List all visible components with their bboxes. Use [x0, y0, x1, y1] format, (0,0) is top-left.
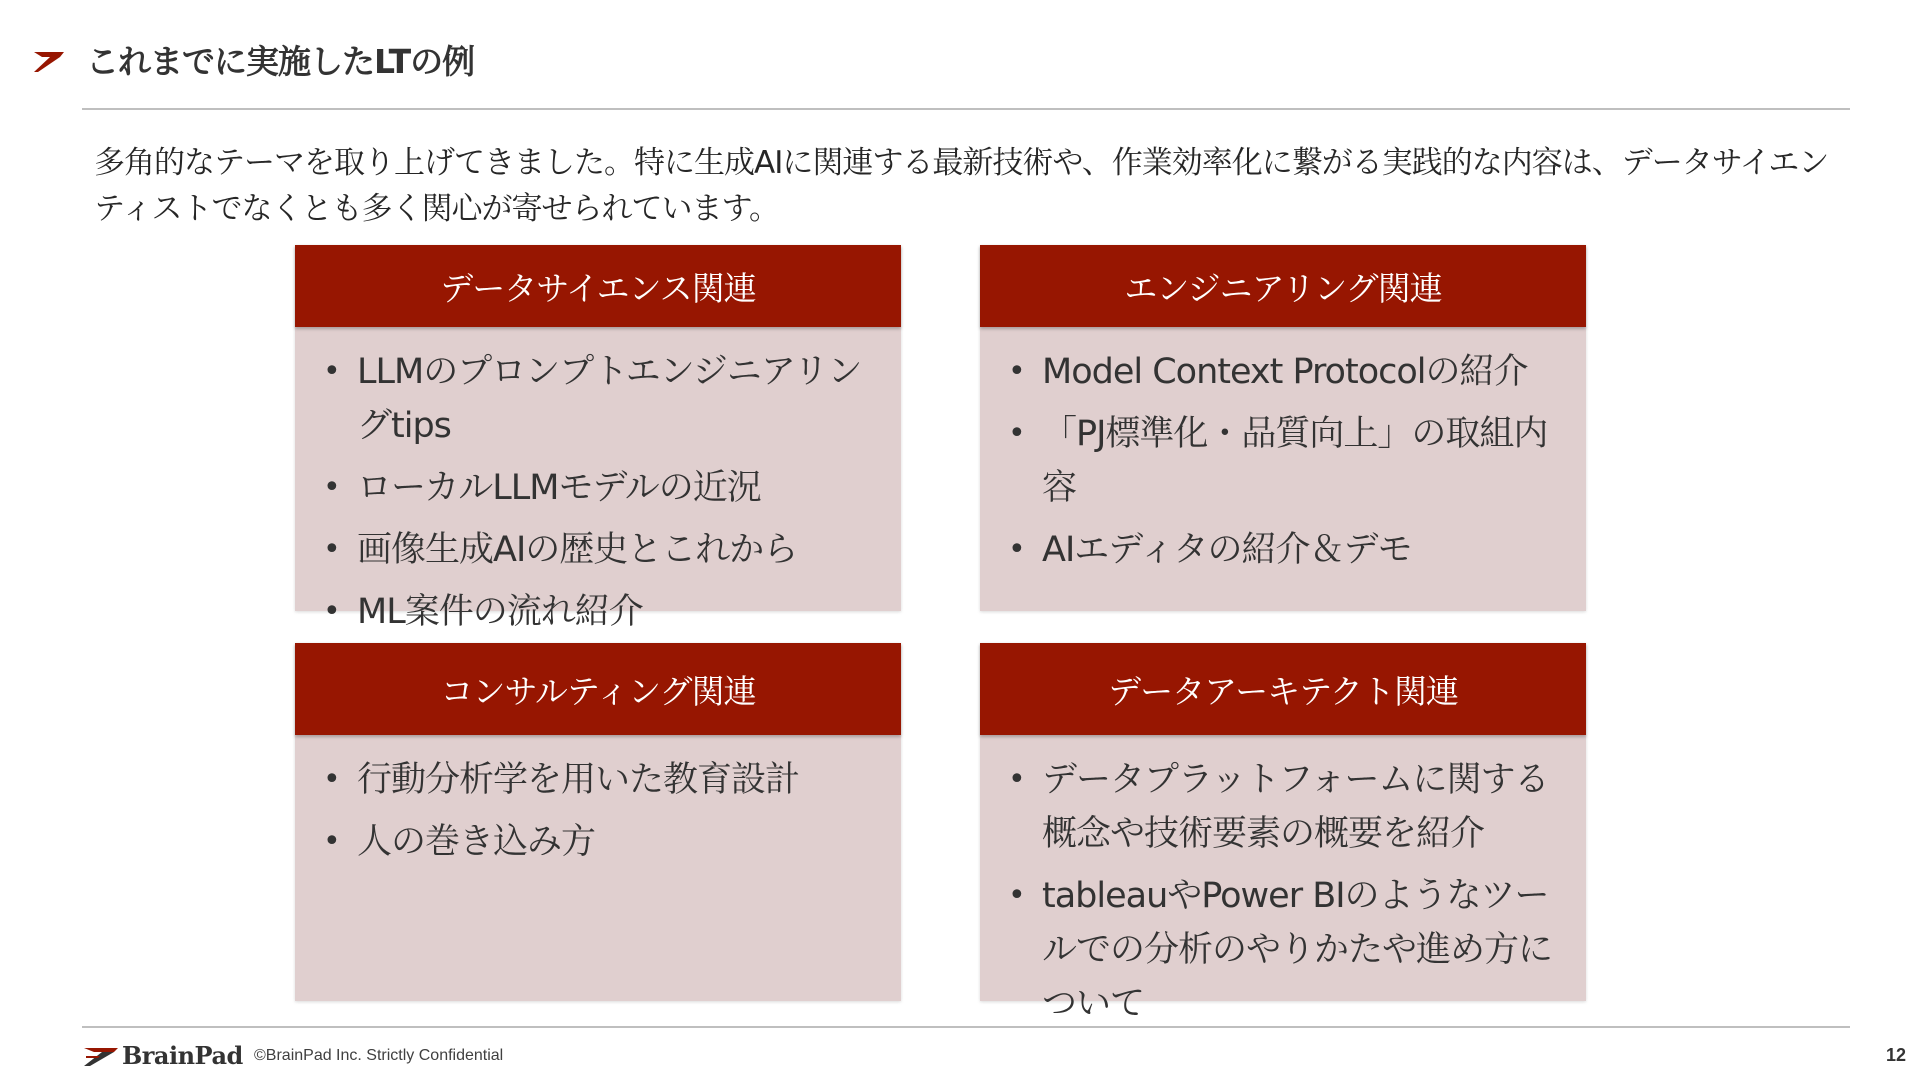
list-item: • データプラットフォームに関する概念や技術要素の概要を紹介 [1000, 753, 1568, 861]
card-title: データアーキテクト関連 [980, 643, 1586, 735]
bullet: • [1008, 354, 1025, 389]
list-item: • ローカルLLMモデルの近況 [315, 461, 883, 515]
card-list [1000, 345, 1568, 577]
bullet: • [323, 824, 340, 859]
bullet: • [323, 762, 340, 797]
bullet: • [323, 354, 340, 389]
list-item: • 行動分析学を用いた教育設計 [315, 753, 883, 807]
bullet: • [323, 532, 340, 567]
card-title: コンサルティング関連 [295, 643, 901, 735]
page-title: これまでに実施したLTの例 [86, 42, 475, 81]
bullet: • [1008, 416, 1025, 451]
brainpad-logo-icon [82, 1042, 120, 1068]
card-title: データサイエンス関連 [295, 245, 901, 327]
bullet: • [323, 594, 340, 629]
bullet: • [1008, 878, 1025, 913]
brainpad-slash-icon [30, 46, 66, 74]
logo-text: BrainPad [122, 1040, 243, 1070]
card-list [1000, 753, 1568, 1031]
list-item: • 「PJ標準化・品質向上」の取組内容 [1000, 407, 1568, 515]
card-data-science [295, 245, 901, 632]
header-divider [82, 108, 1850, 110]
list-item: • ML案件の流れ紹介 [315, 585, 883, 639]
card-title: エンジニアリング関連 [980, 245, 1586, 327]
list-item: • Model Context Protocolの紹介 [1000, 345, 1568, 399]
bullet: • [1008, 762, 1025, 797]
list-item: • 画像生成AIの歴史とこれから [315, 523, 883, 577]
list-item: • LLMのプロンプトエンジニアリングtips [315, 345, 883, 453]
bullet: • [1008, 532, 1025, 567]
brainpad-logo [82, 1040, 243, 1070]
card-engineering [980, 245, 1586, 611]
list-item: • AIエディタの紹介＆デモ [1000, 523, 1568, 577]
copyright-text: ©BrainPad Inc. Strictly Confidential [254, 1047, 504, 1064]
card-list [315, 345, 883, 639]
bullet: • [323, 470, 340, 505]
card-consulting [295, 643, 901, 1001]
list-item: • 人の巻き込み方 [315, 815, 883, 869]
list-item: • tableauやPower BIのようなツールでの分析のやりかたや進め方について [1000, 869, 1568, 1031]
card-data-architect [980, 643, 1586, 1024]
page-number: 12 [1885, 1045, 1906, 1065]
card-list [315, 753, 883, 869]
footer-divider [82, 1026, 1850, 1028]
lead-paragraph: 多角的なテーマを取り上げてきました。特に生成AIに関連する最新技術や、作業効率化に繋がる実践的な内容は、データサイエンティストでなくとも多く関心が寄せられています。 [94, 145, 1829, 227]
